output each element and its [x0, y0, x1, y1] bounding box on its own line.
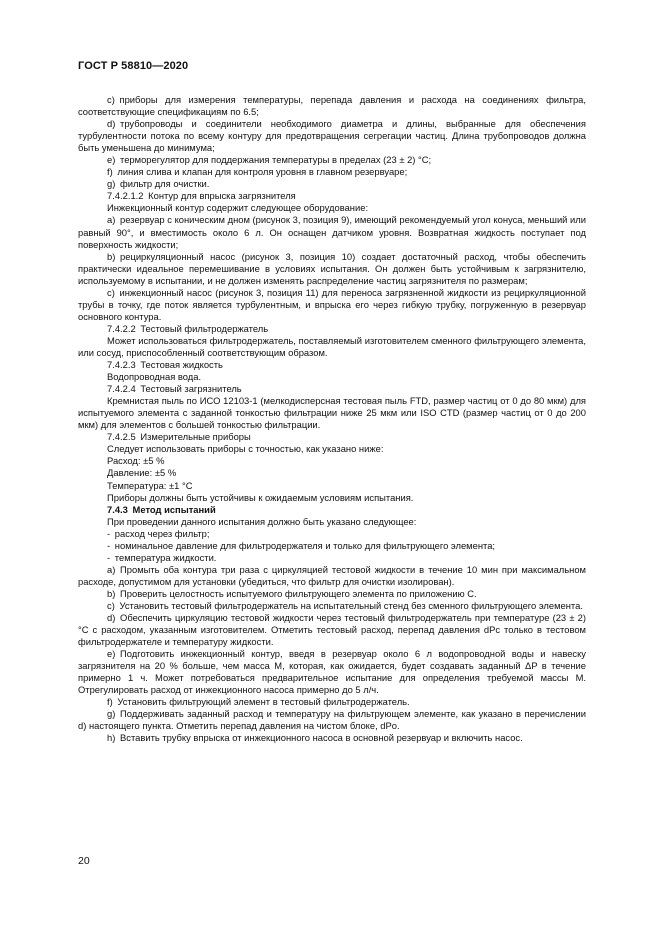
paragraph: Давление: ±5 %: [107, 467, 177, 479]
document-body: [78, 94, 586, 745]
list-item: - расход через фильтр;: [107, 527, 210, 539]
paragraph: Следует использовать приборы с точностью, как указано ниже:: [107, 443, 384, 455]
paragraph: b) рециркуляционный насос (рисунок 3, позиция 10) создает достаточный расход, чтобы обеспечить практически идеальное перемешивание в условиях испытания. Он должен быть устойчивым к загрязнителю, используемому в испытании, и не должен изменять распределение частиц загрязнителя по размерам;: [78, 250, 586, 286]
paragraph: Водопроводная вода.: [107, 371, 202, 383]
section-heading-bold: 7.4.3 Метод испытаний: [107, 503, 216, 515]
section-heading: 7.4.2.4 Тестовый загрязнитель: [107, 383, 242, 395]
paragraph: Расход: ±5 %: [107, 455, 165, 467]
paragraph: h) Вставить трубку впрыска от инжекционного насоса в основной резервуар и включить насос.: [107, 732, 523, 744]
section-heading: 7.4.2.3 Тестовая жидкость: [107, 359, 223, 371]
paragraph: c) инжекционный насос (рисунок 3, позиция 11) для переноса загрязненной жидкости из рециркуляционной трубы в точку, где поток является турбулентным, и впрыска его через гибкую трубку, погруженную в резервуар основного контура.: [78, 286, 586, 322]
section-heading: 7.4.2.1.2 Контур для впрыска загрязнителя: [107, 190, 296, 202]
paragraph: Температура: ±1 °С: [107, 479, 193, 491]
paragraph: d) трубопроводы и соединители необходимого диаметра и длины, выбранные для обеспечения турбулентности потока по всему контуру для предотвращения сегрегации частиц. Длина трубопроводов должна быть уменьшена до минимума;: [78, 118, 586, 154]
paragraph: a) резервуар с коническим дном (рисунок 3, позиция 9), имеющий рекомендуемый угол конуса, меньший или равный 90°, и вместимость около 6 л. Он оснащен датчиком уровня. Возвратная жидкость поступает под поверхность жидкости;: [78, 214, 586, 250]
paragraph: g) Поддерживать заданный расход и температуру на фильтрующем элементе, как указано в перечислении d) настоящего пункта. Отметить перепад давления на чистом блоке, dPo.: [78, 708, 586, 732]
paragraph: a) Промыть оба контура три раза с циркуляцией тестовой жидкости в течение 10 мин при максимальном расходе, допустимом для установки (убедиться, что фильтр для очистки изолирован).: [78, 563, 586, 587]
paragraph: c) Установить тестовый фильтродержатель на испытательный стенд без сменного фильтрующего элемента.: [107, 599, 583, 611]
page-number: 20: [78, 855, 90, 867]
paragraph: e) Подготовить инжекционный контур, введя в резервуар около 6 л водопроводной воды и навеску загрязнителя на 20 % больше, чем масса M, которая, как ожидается, будет создавать заданный ΔP в течение примерно 1 ч. Может потребоваться предварительное испытание для определения требуемой массы M. Отрегулировать расход от инжекционного насоса примерно до 5 л/ч.: [78, 648, 586, 696]
paragraph: При проведении данного испытания должно быть указано следующее:: [107, 515, 417, 527]
paragraph: Приборы должны быть устойчивы к ожидаемым условиям испытания.: [107, 491, 414, 503]
paragraph: Может использоваться фильтродержатель, поставляемый изготовителем сменного фильтрующего элемента, или сосуд, приспособленный соответствующим образом.: [78, 334, 586, 358]
paragraph: c) приборы для измерения температуры, перепада давления и расхода на соединениях фильтра, соответствующие спецификациям по 6.5;: [78, 94, 586, 118]
paragraph: g) фильтр для очистки.: [107, 178, 210, 190]
paragraph: Кремнистая пыль по ИСО 12103-1 (мелкодисперсная тестовая пыль FTD, размер частиц от 0 до 80 мкм) для испытуемого элемента с заданной тонкостью фильтрации ниже 25 мкм или ISO CTD (размер частиц от 0 до 200 мкм) для элементов с большей тонкостью фильтрации.: [78, 395, 586, 431]
list-item: - номинальное давление для фильтродержателя и только для фильтрующего элемента;: [107, 539, 496, 551]
paragraph: e) терморегулятор для поддержания температуры в пределах (23 ± 2) °С;: [107, 154, 432, 166]
paragraph: f) Установить фильтрующий элемент в тестовый фильтродержатель.: [107, 696, 410, 708]
paragraph: d) Обеспечить циркуляцию тестовой жидкости через тестовый фильтродержатель при температуре (23 ± 2) °С с расходом, указанным изготовителем. Отметить тестовый расход, перепад давления dPc только в тестовом фильтродержателе и температуру жидкости.: [78, 612, 586, 648]
section-heading: 7.4.2.5 Измерительные приборы: [107, 431, 251, 443]
list-item: - температура жидкости.: [107, 551, 217, 563]
page-header: ГОСТ Р 58810—2020: [78, 60, 189, 72]
paragraph: Инжекционный контур содержит следующее оборудование:: [107, 202, 369, 214]
paragraph: f) линия слива и клапан для контроля уровня в главном резервуаре;: [107, 166, 408, 178]
section-heading: 7.4.2.2 Тестовый фильтродержатель: [107, 322, 269, 334]
paragraph: b) Проверить целостность испытуемого фильтрующего элемента по приложению С.: [107, 587, 477, 599]
